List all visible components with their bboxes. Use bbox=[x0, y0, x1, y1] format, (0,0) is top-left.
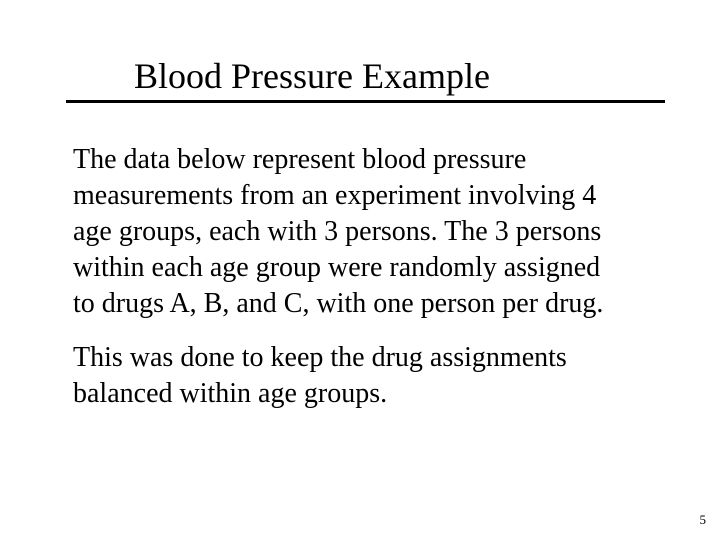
title-underline-rule bbox=[66, 100, 665, 103]
paragraph-line: balanced within age groups. bbox=[73, 378, 388, 409]
paragraph-line: within each age group were randomly assigned bbox=[73, 252, 601, 283]
paragraph-line: The data below represent blood pressure bbox=[73, 144, 527, 175]
paragraph-line: This was done to keep the drug assignments bbox=[73, 342, 567, 373]
body-paragraph-1 bbox=[73, 142, 693, 322]
body-paragraph-2 bbox=[73, 340, 693, 412]
page-number: 5 bbox=[699, 512, 706, 527]
paragraph-line: measurements from an experiment involving 4 bbox=[73, 180, 597, 211]
slide-title: Blood Pressure Example bbox=[134, 56, 490, 96]
paragraph-line: to drugs A, B, and C, with one person per drug. bbox=[73, 288, 604, 319]
paragraph-line: age groups, each with 3 persons. The 3 persons bbox=[73, 216, 602, 247]
